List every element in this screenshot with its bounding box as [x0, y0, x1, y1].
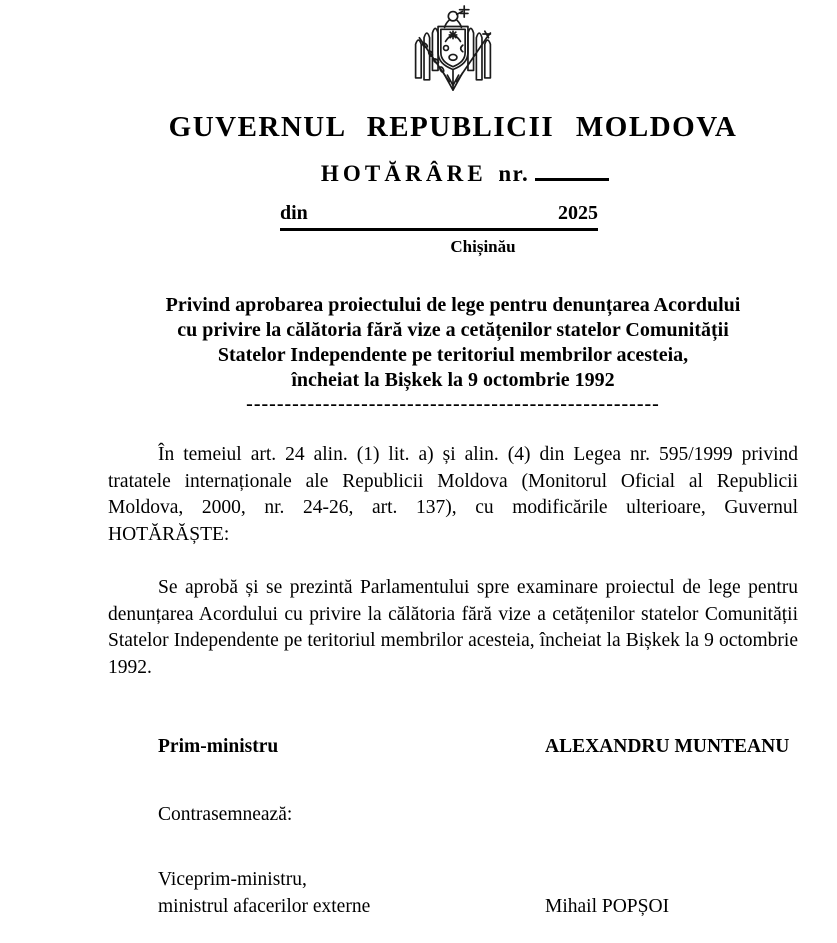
vice-signature-row	[158, 866, 798, 920]
vice-role-line-2: ministrul afacerilor externe	[158, 896, 371, 917]
pm-signature-row	[158, 736, 798, 758]
org-name: GUVERNUL REPUBLICII MOLDOVA	[168, 111, 738, 143]
moldova-coat-of-arms-icon	[405, 5, 501, 91]
city-label: Chișinău	[450, 237, 516, 256]
doc-type: HOTĂRÂRE	[320, 161, 487, 186]
body-paragraph-1: În temeiul art. 24 alin. (1) lit. a) și alin. (4) din Legea nr. 595/1999 privind tratatele internaționale ale Republicii Moldova (Monitorul Oficial al Republicii Moldova, 2000, nr. 24-26, art. 137), cu modificările ulterioare, Guvernul HOTĂRĂȘTE:	[108, 444, 798, 545]
doc-number-blank	[535, 163, 609, 181]
body-paragraph-2: Se aprobă și se prezintă Parlamentului spre examinare proiectul de lege pentru denunțarea Acordului cu privire la călătoria fără vize a cetățenilor statelor Comunității Statelor Independente pe teritoriul membrilor acesteia, încheiat la Bișkek la 9 octombrie 1992.	[108, 577, 798, 678]
vice-name: Mihail POPȘOI	[545, 896, 670, 917]
title-line-4: încheiat la Bișkek la 9 octombrie 1992	[291, 369, 615, 391]
pm-name: ALEXANDRU MUNTEANU	[545, 736, 790, 757]
title-divider-dashes: ------------------------------------------------------	[246, 393, 660, 415]
countersign-label: Contrasemnează:	[158, 804, 293, 825]
title-line-3: Statelor Independente pe teritoriul membrilor acesteia,	[217, 344, 689, 366]
pm-role: Prim-ministru	[158, 736, 279, 757]
title-line-2: cu privire la călătoria fără vize a cetățenilor statelor Comunității	[177, 319, 729, 341]
signature-section	[158, 736, 798, 920]
doc-title	[108, 293, 798, 393]
date-line	[280, 202, 598, 231]
emblem-wrap	[108, 5, 798, 93]
vice-role	[158, 866, 545, 920]
date-year: 2025	[558, 202, 598, 224]
date-prefix: din	[280, 202, 308, 224]
doc-number-label: nr.	[498, 161, 530, 186]
title-line-1: Privind aprobarea proiectului de lege pentru denunțarea Acordului	[165, 294, 741, 316]
doc-type-line	[120, 161, 810, 187]
vice-role-line-1: Viceprim-ministru,	[158, 869, 307, 890]
